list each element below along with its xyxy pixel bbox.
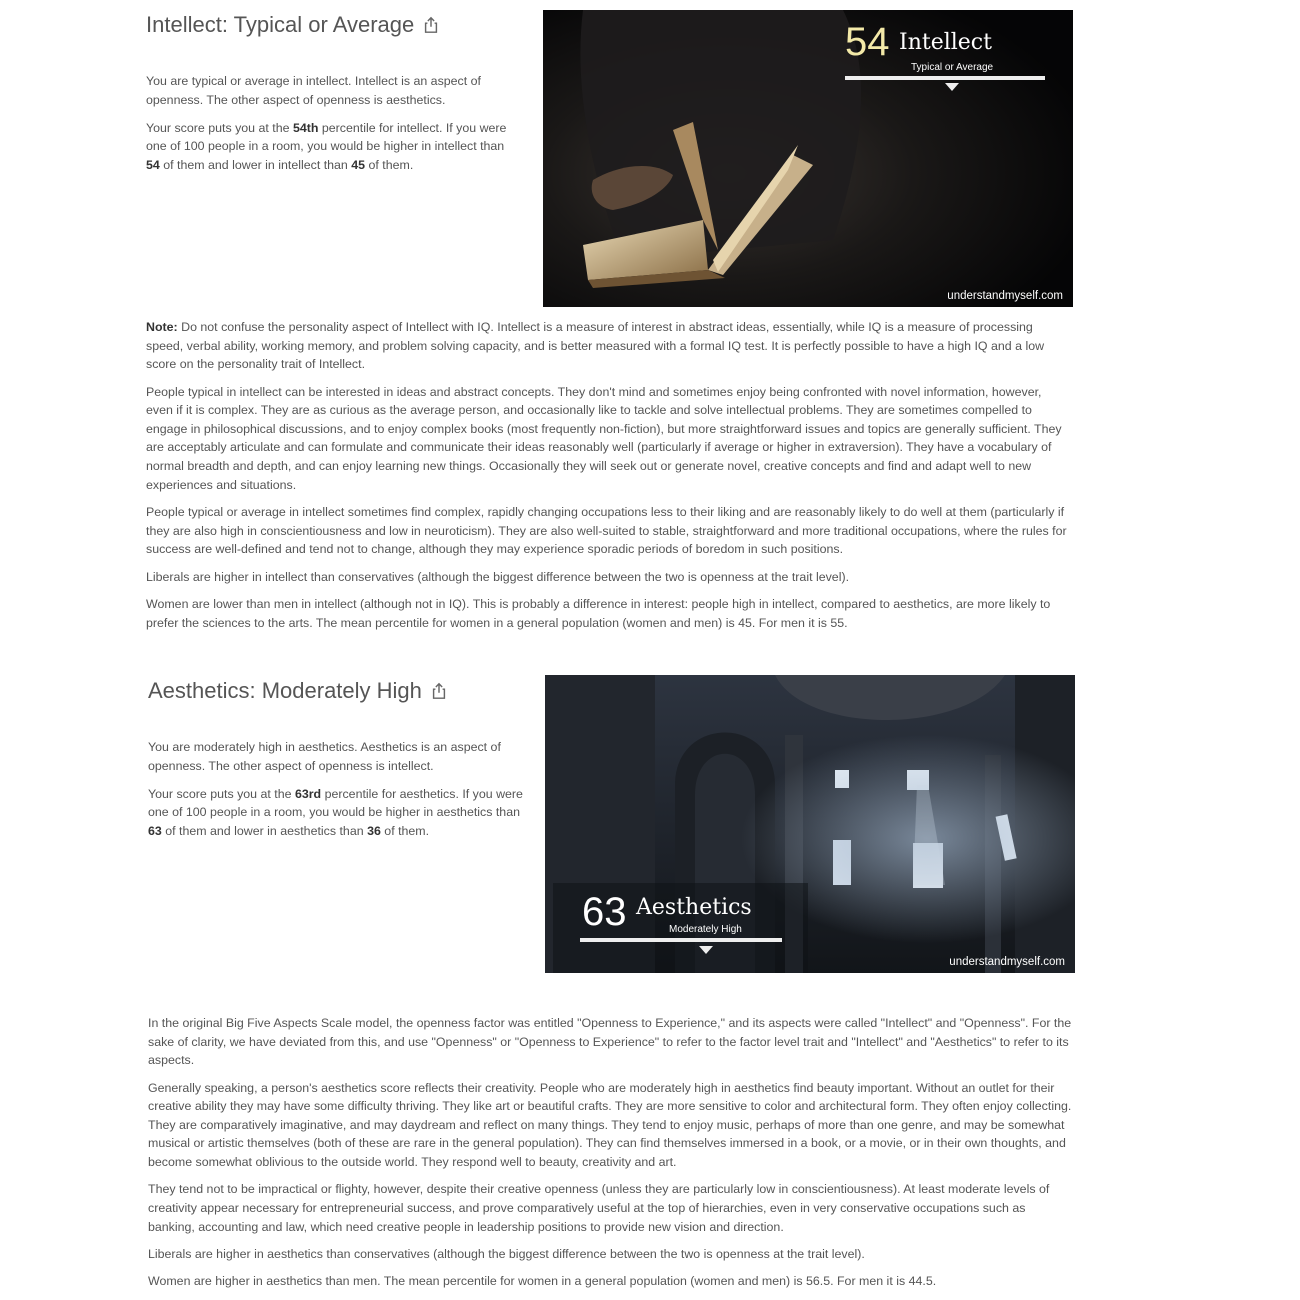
intellect-note: Note: Do not confuse the personality aspect of Intellect with IQ. Intellect is a measure of interest in abstract ideas, essentially, while IQ is a measure of processing speed, verbal ability, working memory, and problem solving capacity, and is better measured with a formal IQ test. It is perfectly possible to have a high IQ and a low score on the personality trait of Intellect. xyxy=(146,320,1045,372)
intellect-body-p4: Liberals are higher in intellect than conservatives (although the biggest difference between the two is openness at the trait level). xyxy=(146,569,850,584)
intellect-lead-p2: Your score puts you at the 54th percentile for intellect. If you were one of 100 people in a room, you would be higher in intellect than 54 of them and lower in intellect than 45 of them. xyxy=(146,120,507,172)
aesthetics-body-p3: They tend not to be impractical or flighty, however, despite their creative openness (unless they are particularly low in conscientiousness). At least moderate levels of creativity appear necessary for entrepreneurial success, and prove comparatively useful at the top of hierarchies, even in very conservative occupations such as banking, accounting and law, which need creative people in leadership positions to provide new vision and direction. xyxy=(148,1182,1050,1234)
aesthetics-lower-count: 36 xyxy=(367,823,381,838)
intellect-lower-count: 45 xyxy=(351,157,366,172)
intellect-body xyxy=(146,318,1071,641)
intellect-score-arrow xyxy=(945,83,959,91)
share-icon[interactable] xyxy=(422,16,440,34)
intellect-title xyxy=(146,12,440,38)
intellect-higher-count: 54 xyxy=(146,157,160,172)
aesthetics-score-bar xyxy=(580,938,782,942)
aesthetics-score-level: Moderately High xyxy=(669,924,742,935)
intellect-percentile: 54th xyxy=(292,120,319,135)
aesthetics-title-text: Aesthetics: Moderately High xyxy=(148,678,422,703)
aesthetics-percentile: 63rd xyxy=(294,786,322,801)
intellect-lead xyxy=(146,72,521,184)
aesthetics-score-arrow xyxy=(699,946,713,954)
intellect-lead-p1: You are typical or average in intellect. Intellect is an aspect of openness. The other aspect of openness is aesthetics. xyxy=(146,74,481,107)
intellect-body-p2: People typical in intellect can be interested in ideas and abstract concepts. They don't mind and sometimes enjoy being confronted with novel information, however, even if it is complex. They are as curious as the average person, and occasionally like to tackle and solve intellectual problems. They are sometimes compelled to engage in philosophical discussions, and to enjoy complex books (most frequently non-fiction), but more straightforward issues and topics are generally sufficient. They are acceptably articulate and can formulate and communicate their ideas reasonably well (particularly if average or higher in extraversion). They have a vocabulary of normal breadth and depth, and can enjoy learning new things. Occasionally they will seek out or generate novel, creative concepts and find and adapt well to new experiences and situations. xyxy=(146,384,1062,492)
aesthetics-title xyxy=(148,678,448,704)
aesthetics-body-p2: Generally speaking, a person's aesthetics score reflects their creativity. People who are moderately high in aesthetics find beauty important. Without an outlet for their creative ability they may have some difficulty thriving. They like art or beautiful crafts. They are more sensitive to color and architectural form. They often enjoy collecting. They are comparatively imaginative, and may daydream and reflect on many things. They tend to enjoy music, perhaps of more than one genre, and may be somewhat musical or artistic themselves (both of these are rare in the general population). They can find themselves immersed in a book, or a movie, or in their own thoughts, and become somewhat oblivious to the outside world. They respond well to beauty, creativity and art. xyxy=(148,1080,1072,1169)
aesthetics-body-p5: Women are higher in aesthetics than men. The mean percentile for women in a general population (women and men) is 56.5. For men it is 44.5. xyxy=(148,1274,937,1289)
aesthetics-body-p4: Liberals are higher in aesthetics than conservatives (although the biggest difference between the two is openness at the trait level). xyxy=(148,1246,865,1261)
intellect-title-text: Intellect: Typical or Average xyxy=(146,12,415,37)
aesthetics-body-p1: In the original Big Five Aspects Scale model, the openness factor was entitled "Openness to Experience," and its aspects were called "Intellect" and "Openness". For the sake of clarity, we have deviated from this, and use "Openness" or "Openness to Experience" to refer to the factor level trait and "Intellect" and "Aesthetics" to refer to its aspects. xyxy=(148,1016,1072,1068)
aesthetics-score: 63 xyxy=(582,890,627,934)
aesthetics-body xyxy=(148,1014,1073,1300)
intellect-score: 54 xyxy=(845,20,890,64)
aesthetics-score-badge xyxy=(580,890,782,965)
aesthetics-watermark: understandmyself.com xyxy=(949,956,1065,968)
intellect-score-name: Intellect xyxy=(899,30,992,55)
aesthetics-lead-p1: You are moderately high in aesthetics. Aesthetics is an aspect of openness. The other aspect of openness is intellect. xyxy=(148,740,501,773)
intellect-body-p3: People typical or average in intellect sometimes find complex, rapidly changing occupations less to their liking and are reasonably likely to do well at them (particularly if they are also high in conscientiousness and low in neuroticism). They are also well-suited to stable, straightforward and more traditional occupations, where the rules for success are well-defined and tend not to change, although they may experience sporadic periods of boredom in such positions. xyxy=(146,504,1067,557)
share-icon[interactable] xyxy=(430,682,448,700)
aesthetics-score-name: Aesthetics xyxy=(636,895,752,920)
intellect-score-badge xyxy=(845,20,1045,95)
intellect-score-level: Typical or Average xyxy=(911,62,994,73)
intellect-image xyxy=(543,10,1073,307)
intellect-score-bar xyxy=(845,76,1045,80)
intellect-body-p5: Women are lower than men in intellect (although not in IQ). This is probably a difference in interest: people high in intellect, compared to aesthetics, are more likely to prefer the sciences to the arts. The mean percentile for women in a general population (women and men) is 45. For men it is 55. xyxy=(146,596,1051,630)
aesthetics-lead xyxy=(148,738,523,850)
aesthetics-image xyxy=(545,675,1075,973)
aesthetics-higher-count: 63 xyxy=(148,823,162,838)
aesthetics-lead-p2: Your score puts you at the 63rd percentile for aesthetics. If you were one of 100 people in a room, you would be higher in aesthetics than 63 of them and lower in aesthetics than 36 of them. xyxy=(148,786,523,838)
intellect-watermark: understandmyself.com xyxy=(947,290,1063,302)
